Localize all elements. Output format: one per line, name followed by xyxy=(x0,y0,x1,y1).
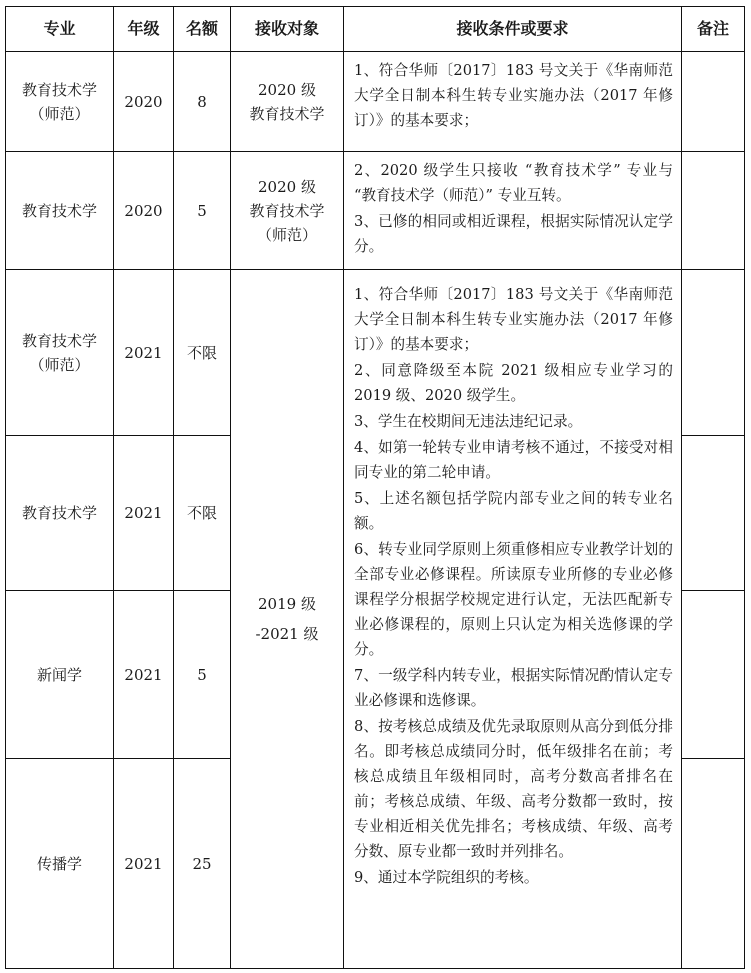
criteria-item: 3、学生在校期间无违法违纪记录。 xyxy=(354,413,583,430)
target-cell: 2019 级 -2021 级 xyxy=(231,270,344,969)
header-major: 专业 xyxy=(6,7,114,52)
table-row xyxy=(6,152,745,270)
criteria-item: 5、上述名额包括学院内部专业之间的转专业名额。 xyxy=(354,490,673,532)
table-row xyxy=(6,270,745,436)
remark-cell xyxy=(682,152,745,270)
transfer-quota-table xyxy=(5,6,745,969)
major-cell: 教育技术学 （师范） xyxy=(6,270,114,436)
quota-cell: 25 xyxy=(174,759,231,969)
remark-cell xyxy=(682,591,745,759)
criteria-item: 4、如第一轮转专业申请考核不通过，不接受对相同专业的第二轮申请。 xyxy=(354,439,673,481)
header-grade: 年级 xyxy=(114,7,174,52)
remark-cell xyxy=(682,270,745,436)
grade-cell: 2021 xyxy=(114,759,174,969)
quota-cell: 5 xyxy=(174,152,231,270)
criteria-item: 9、通过本学院组织的考核。 xyxy=(354,869,539,886)
criteria-item: 2、同意降级至本院 2021 级相应专业学习的 2019 级、2020 级学生。 xyxy=(354,362,673,404)
remark-cell xyxy=(682,52,745,152)
quota-cell: 不限 xyxy=(174,270,231,436)
grade-cell: 2020 xyxy=(114,52,174,152)
target-cell: 2020 级 教育技术学 （师范） xyxy=(231,152,344,270)
grade-cell: 2021 xyxy=(114,270,174,436)
criteria-cell xyxy=(344,270,682,969)
header-quota: 名额 xyxy=(174,7,231,52)
grade-cell: 2020 xyxy=(114,152,174,270)
criteria-item: 1、符合华师〔2017〕183 号文关于《华南师范大学全日制本科生转专业实施办法（2017 年修订）》的基本要求； xyxy=(354,286,673,353)
header-remark: 备注 xyxy=(682,7,745,52)
criteria-item: 2、2020 级学生只接收 “教育技术学” 专业与 “教育技术学（师范）” 专业互转。 xyxy=(354,162,673,204)
criteria-item: 1、符合华师〔2017〕183 号文关于《华南师范大学全日制本科生转专业实施办法（2017 年修订）》的基本要求； xyxy=(354,62,673,129)
criteria-item: 6、转专业同学原则上须重修相应专业教学计划的全部专业必修课程。所读原专业所修的专业必修课程学分根据学校规定进行认定，无法匹配新专业必修课程的，原则上只认定为相关选修课的学分。 xyxy=(354,541,673,658)
grade-cell: 2021 xyxy=(114,591,174,759)
remark-cell xyxy=(682,759,745,969)
grade-cell: 2021 xyxy=(114,436,174,591)
major-cell: 传播学 xyxy=(6,759,114,969)
quota-cell: 不限 xyxy=(174,436,231,591)
quota-cell: 5 xyxy=(174,591,231,759)
criteria-item: 3、已修的相同或相近课程，根据实际情况认定学分。 xyxy=(354,213,673,255)
criteria-item: 8、按考核总成绩及优先录取原则从高分到低分排名。即考核总成绩同分时，低年级排名在前；考核总成绩且年级相同时，高考分数高者排名在前；考核总成绩、年级、高考分数都一致时，按专业相近相关优先排名；考核成绩、年级、高考分数、原专业都一致时并列排名。 xyxy=(354,718,673,860)
remark-cell xyxy=(682,436,745,591)
header-row xyxy=(6,7,745,52)
table-row xyxy=(6,52,745,152)
criteria-item: 7、一级学科内转专业，根据实际情况酌情认定专业必修课和选修课。 xyxy=(354,667,673,709)
header-criteria: 接收条件或要求 xyxy=(344,7,682,52)
quota-cell: 8 xyxy=(174,52,231,152)
criteria-cell xyxy=(344,52,682,152)
major-cell: 教育技术学 xyxy=(6,436,114,591)
header-target: 接收对象 xyxy=(231,7,344,52)
major-cell: 教育技术学 xyxy=(6,152,114,270)
major-cell: 新闻学 xyxy=(6,591,114,759)
criteria-cell xyxy=(344,152,682,270)
target-cell: 2020 级 教育技术学 xyxy=(231,52,344,152)
major-cell: 教育技术学 （师范） xyxy=(6,52,114,152)
